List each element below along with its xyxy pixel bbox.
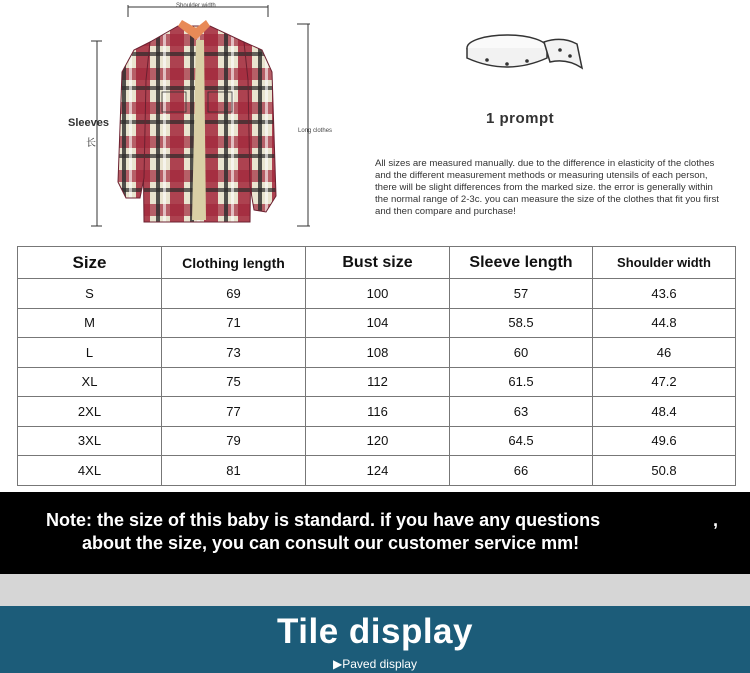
cell-bust-size: 116 [306, 397, 450, 427]
table-row [18, 426, 736, 456]
cell-clothing-length: 75 [162, 367, 306, 397]
cell-clothing-length: 73 [162, 338, 306, 368]
note-line-2: about the size, you can consult our customer service mm! [82, 533, 580, 553]
cell-size: 2XL [18, 397, 162, 427]
tile-subtitle: ▶Paved display [333, 657, 417, 671]
cell-clothing-length: 77 [162, 397, 306, 427]
measurement-guide [0, 0, 750, 245]
cell-bust-size: 120 [306, 426, 450, 456]
prompt-title: 1 prompt [486, 110, 555, 127]
cell-sleeve-length: 61.5 [450, 367, 593, 397]
cell-bust-size: 108 [306, 338, 450, 368]
cell-bust-size: 124 [306, 456, 450, 486]
cell-clothing-length: 69 [162, 279, 306, 309]
table-row [18, 338, 736, 368]
note-comma: , [713, 510, 719, 530]
cell-shoulder-width: 46 [593, 338, 736, 368]
table-body [18, 279, 736, 486]
cell-size: XL [18, 367, 162, 397]
header-shoulder-width: Shoulder width [593, 247, 736, 279]
sleeves-label: Sleeves [68, 117, 109, 129]
sleeves-sub-label: 长 [86, 138, 96, 149]
cell-sleeve-length: 60 [450, 338, 593, 368]
cell-sleeve-length: 64.5 [450, 426, 593, 456]
tile-title: Tile display [277, 612, 473, 651]
table-row [18, 397, 736, 427]
tile-display-banner [0, 606, 750, 673]
shoulder-width-label: Shoulder width [176, 3, 216, 9]
cell-sleeve-length: 57 [450, 279, 593, 309]
cell-size: 3XL [18, 426, 162, 456]
cell-clothing-length: 81 [162, 456, 306, 486]
header-bust-size: Bust size [306, 247, 450, 279]
length-label: Long clothes [298, 128, 333, 134]
cell-bust-size: 100 [306, 279, 450, 309]
cell-sleeve-length: 58.5 [450, 308, 593, 338]
cell-clothing-length: 79 [162, 426, 306, 456]
note-line-1: Note: the size of this baby is standard. if you have any questions [46, 510, 601, 530]
cell-bust-size: 112 [306, 367, 450, 397]
header-size: Size [18, 247, 162, 279]
cell-size: 4XL [18, 456, 162, 486]
cell-shoulder-width: 50.8 [593, 456, 736, 486]
cell-bust-size: 104 [306, 308, 450, 338]
note-banner [0, 492, 750, 574]
header-sleeve-length: Sleeve length [450, 247, 593, 279]
cell-size: M [18, 308, 162, 338]
section-divider [0, 574, 750, 606]
tape-measure-icon [462, 28, 592, 88]
measurement-notice: All sizes are measured manually. due to the difference in elasticity of the clothes and the different measurement methods or measuring utensils of each person, there will be slight differences from the marked size. the error is generally within the normal range of 2-3c. you can measure the size of the clothes that fit you first and then compare and purchase! [375, 158, 719, 217]
cell-clothing-length: 71 [162, 308, 306, 338]
table-row [18, 367, 736, 397]
table-row [18, 279, 736, 309]
size-table [17, 246, 736, 486]
table-header-row [18, 247, 736, 279]
table-row [18, 456, 736, 486]
cell-shoulder-width: 44.8 [593, 308, 736, 338]
table-row [18, 308, 736, 338]
cell-size: L [18, 338, 162, 368]
cell-shoulder-width: 47.2 [593, 367, 736, 397]
cell-sleeve-length: 63 [450, 397, 593, 427]
cell-size: S [18, 279, 162, 309]
cell-sleeve-length: 66 [450, 456, 593, 486]
cell-shoulder-width: 43.6 [593, 279, 736, 309]
cell-shoulder-width: 48.4 [593, 397, 736, 427]
header-clothing-length: Clothing length [162, 247, 306, 279]
cell-shoulder-width: 49.6 [593, 426, 736, 456]
